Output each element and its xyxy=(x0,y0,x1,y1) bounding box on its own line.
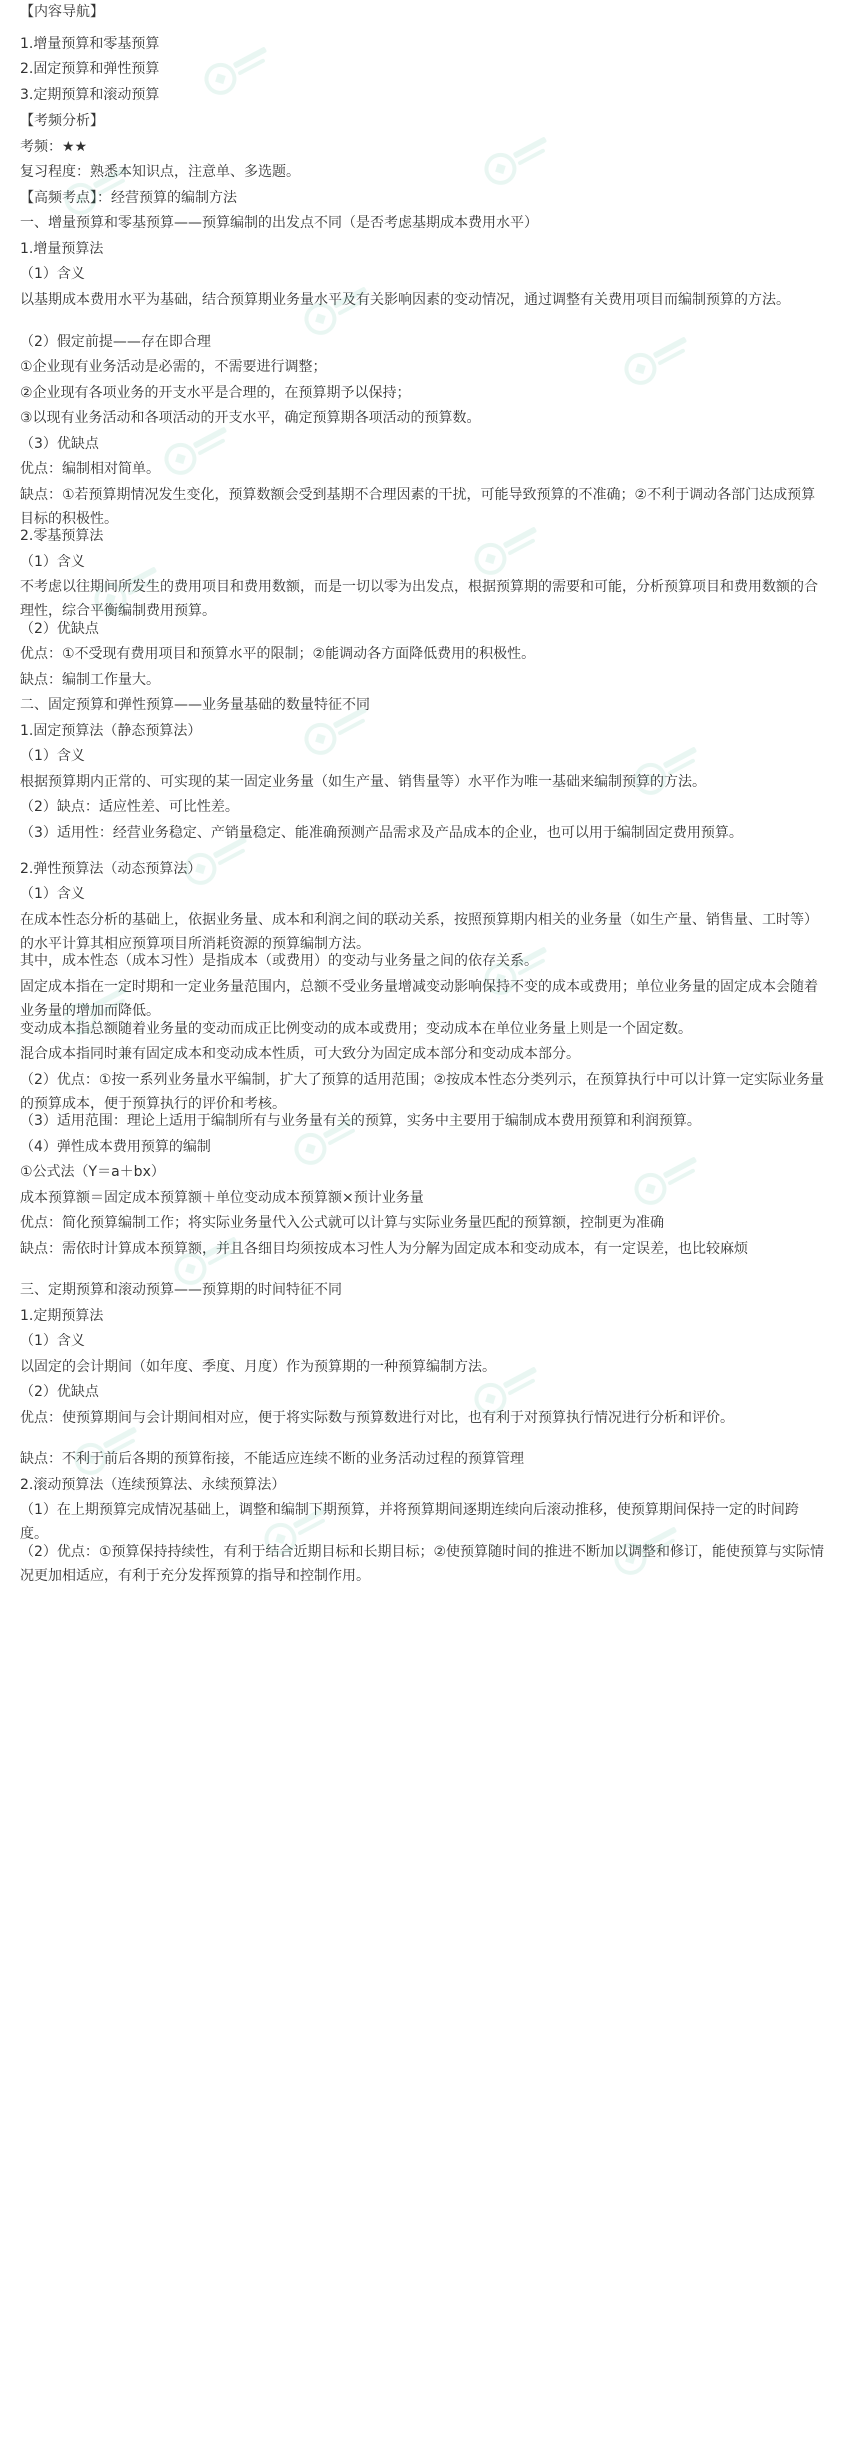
chapter-heading: 一、增量预算和零基预算——预算编制的出发点不同（是否考虑基期成本费用水平） xyxy=(20,215,538,231)
section-heading-topic: 【高频考点】：经营预算的编制方法 xyxy=(20,190,237,206)
paragraph: ②企业现有各项业务的开支水平是合理的，在预算期予以保持； xyxy=(20,385,411,401)
paragraph: 优点：编制相对简单。 xyxy=(20,461,160,477)
paragraph: （2）缺点：适应性差、可比性差。 xyxy=(20,799,239,815)
chapter-heading: 三、定期预算和滚动预算——预算期的时间特征不同 xyxy=(20,1282,342,1298)
subheading: （1）含义 xyxy=(20,748,85,764)
paragraph: ①企业现有业务活动是必需的，不需要进行调整； xyxy=(20,359,327,375)
paragraph: 优点：简化预算编制工作；将实际业务量代入公式就可以计算与实际业务量匹配的预算额，控制更为准确 xyxy=(20,1215,664,1231)
subheading: （1）含义 xyxy=(20,1333,85,1349)
paragraph: 缺点：编制工作量大。 xyxy=(20,672,160,688)
logo-icon xyxy=(630,1150,708,1208)
paragraph: 根据预算期内正常的、可实现的某一固定业务量（如生产量、销售量等）水平作为唯一基础来编制预算的方法。 xyxy=(20,774,706,790)
paragraph: 固定成本指在一定时期和一定业务量范围内，总额不受业务量增减变动影响保持不变的成本或费用；单位业务量的固定成本会随着业务量的增加而降低。 xyxy=(20,979,818,1019)
paragraph: 变动成本指总额随着业务量的变动而成正比例变动的成本或费用；变动成本在单位业务量上则是一个固定数。 xyxy=(20,1021,692,1037)
subheading: （2）假定前提——存在即合理 xyxy=(20,334,211,350)
paragraph: 以基期成本费用水平为基础，结合预算期业务量水平及有关影响因素的变动情况，通过调整有关费用项目而编制预算的方法。 xyxy=(20,292,790,308)
subheading: （4）弹性成本费用预算的编制 xyxy=(20,1139,211,1155)
paragraph: （2）优点：①按一系列业务量水平编制，扩大了预算的适用范围；②按成本性态分类列示，在预算执行中可以计算一定实际业务量的预算成本，便于预算执行的评价和考核。 xyxy=(20,1072,825,1112)
subheading: （1）含义 xyxy=(20,886,85,902)
paragraph: 不考虑以往期间所发生的费用项目和费用数额，而是一切以零为出发点，根据预算期的需要和可能，分析预算项目和费用数额的合理性，综合平衡编制费用预算。 xyxy=(20,579,818,619)
chapter-heading: 二、固定预算和弹性预算——业务量基础的数量特征不同 xyxy=(20,697,370,713)
nav-item: 1.增量预算和零基预算 xyxy=(20,36,160,52)
subheading: 2.弹性预算法（动态预算法） xyxy=(20,861,202,877)
paragraph: 在成本性态分析的基础上，依据业务量、成本和利润之间的联动关系，按照预算期内相关的业务量（如生产量、销售量、工时等）的水平计算其相应预算项目所消耗资源的预算编制方法。 xyxy=(20,912,818,952)
paragraph: ③以现有业务活动和各项活动的开支水平，确定预算期各项活动的预算数。 xyxy=(20,410,481,426)
subheading: 2.滚动预算法（连续预算法、永续预算法） xyxy=(20,1477,286,1493)
logo-icon xyxy=(200,40,278,98)
paragraph: 其中，成本性态（成本习性）是指成本（或费用）的变动与业务量之间的依存关系。 xyxy=(20,953,538,969)
logo-icon xyxy=(620,330,698,388)
subheading: （1）含义 xyxy=(20,266,85,282)
subheading: （2）优缺点 xyxy=(20,621,99,637)
paragraph: 缺点：①若预算期情况发生变化，预算数额会受到基期不合理因素的干扰，可能导致预算的不准确；②不利于调动各部门达成预算目标的积极性。 xyxy=(20,487,816,527)
paragraph: （3）适用性：经营业务稳定、产销量稳定、能准确预测产品需求及产品成本的企业，也可以用于编制固定费用预算。 xyxy=(20,825,743,841)
paragraph: 优点：使预算期间与会计期间相对应，便于将实际数与预算数进行对比，也有利于对预算执行情况进行分析和评价。 xyxy=(20,1410,734,1426)
subheading: （1）含义 xyxy=(20,554,85,570)
formula: 成本预算额＝固定成本预算额＋单位变动成本预算额×预计业务量 xyxy=(20,1190,424,1206)
subheading: 1.增量预算法 xyxy=(20,241,104,257)
section-heading-analysis: 【考频分析】 xyxy=(20,113,104,129)
paragraph: 复习程度：熟悉本知识点，注意单、多选题。 xyxy=(20,164,300,180)
paragraph: （3）适用范围：理论上适用于编制所有与业务量有关的预算，实务中主要用于编制成本费用预算和利润预算。 xyxy=(20,1113,701,1129)
subheading: 2.零基预算法 xyxy=(20,528,104,544)
formula-heading: ①公式法（Y＝a＋bx） xyxy=(20,1164,165,1180)
frequency-rating: 考频：★★ xyxy=(20,139,88,155)
logo-icon xyxy=(480,130,558,188)
paragraph: 缺点：不利于前后各期的预算衔接，不能适应连续不断的业务活动过程的预算管理 xyxy=(20,1451,524,1467)
paragraph: （1）在上期预算完成情况基础上，调整和编制下期预算，并将预算期间逐期连续向后滚动推移，使预算期间保持一定的时间跨度。 xyxy=(20,1502,799,1542)
paragraph: 缺点：需依时计算成本预算额，并且各细目均须按成本习性人为分解为固定成本和变动成本，有一定误差，也比较麻烦 xyxy=(20,1241,748,1257)
paragraph: 优点：①不受现有费用项目和预算水平的限制；②能调动各方面降低费用的积极性。 xyxy=(20,646,536,662)
section-heading-nav: 【内容导航】 xyxy=(20,4,104,20)
paragraph: 混合成本指同时兼有固定成本和变动成本性质，可大致分为固定成本部分和变动成本部分。 xyxy=(20,1046,580,1062)
subheading: 1.固定预算法（静态预算法） xyxy=(20,723,202,739)
subheading: （3）优缺点 xyxy=(20,436,99,452)
paragraph: 以固定的会计期间（如年度、季度、月度）作为预算期的一种预算编制方法。 xyxy=(20,1359,496,1375)
subheading: （2）优缺点 xyxy=(20,1384,99,1400)
nav-item: 3.定期预算和滚动预算 xyxy=(20,87,160,103)
subheading: 1.定期预算法 xyxy=(20,1308,104,1324)
nav-item: 2.固定预算和弹性预算 xyxy=(20,61,160,77)
paragraph: （2）优点：①预算保持持续性，有利于结合近期目标和长期目标；②使预算随时间的推进不断加以调整和修订，能使预算与实际情况更加相适应，有利于充分发挥预算的指导和控制作用。 xyxy=(20,1544,825,1584)
